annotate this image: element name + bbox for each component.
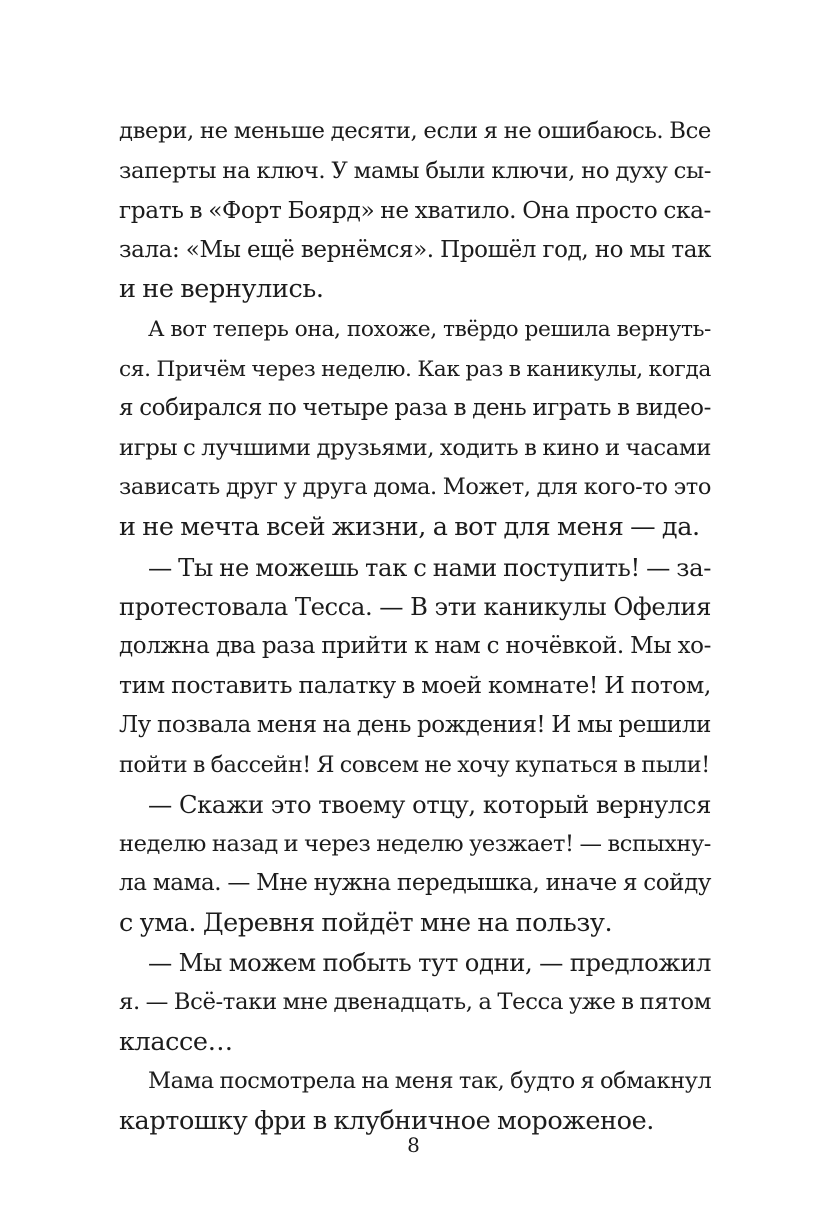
- text-line: и не мечта всей жизни, а вот для меня — да.: [119, 511, 700, 542]
- page-text: [119, 112, 711, 1141]
- text-line: тим поставить палатку в моей комнате! И потом,: [119, 671, 711, 700]
- text-line: ся. Причём через неделю. Как раз в каникулы, когда: [119, 356, 711, 382]
- text-line: я. — Всё-таки мне двенадцать, а Тесса уже в пятом: [119, 989, 712, 1016]
- text-line: зависать друг у друга дома. Может, для кого-то это: [119, 474, 711, 501]
- text-line: двери, не меньше десяти, если я не ошибаюсь. Все: [119, 118, 711, 144]
- text-line: неделю назад и через неделю уезжает! — вспыхну-: [119, 830, 711, 857]
- text-line: с ума. Деревня пойдёт мне на пользу.: [119, 907, 613, 938]
- text-line: Лу позвала меня на день рождения! И мы решили: [119, 711, 711, 738]
- text-line: игры с лучшими друзьями, ходить в кино и часами: [119, 434, 711, 461]
- text-line: зала: «Мы ещё вернёмся». Прошёл год, но мы так: [119, 236, 711, 263]
- text-line: заперты на ключ. У мамы были ключи, но духу сы-: [119, 157, 711, 184]
- text-line: должна два раза прийти к нам с ночёвкой. Мы хо-: [119, 632, 711, 659]
- text-line: картошку фри в клубничное мороженое.: [119, 1105, 654, 1136]
- text-line: — Мы можем побыть тут одни, — предложил: [148, 948, 711, 978]
- text-line: и не вернулись.: [119, 274, 324, 305]
- text-line: ла мама. — Мне нужна передышка, иначе я сойду: [119, 870, 711, 897]
- text-line: пойти в бассейн! Я совсем не хочу купаться в пыли!: [119, 751, 710, 778]
- text-line: классе…: [119, 1026, 233, 1057]
- text-line: я собирался по четыре раза в день играть в видео-: [119, 395, 711, 422]
- text-line: А вот теперь она, похоже, твёрдо решила вернуть-: [148, 316, 711, 342]
- text-line: — Скажи это твоему отцу, который вернулся: [148, 790, 711, 820]
- page-number: 8: [407, 1133, 420, 1157]
- text-line: Мама посмотрела на меня так, будто я обмакнул: [148, 1068, 712, 1095]
- text-line: протестовала Тесса. — В эти каникулы Офелия: [119, 592, 711, 622]
- text-line: грать в «Форт Боярд» не хватило. Она просто ска-: [119, 197, 711, 225]
- text-line: — Ты не можешь так с нами поступить! — за-: [148, 552, 711, 582]
